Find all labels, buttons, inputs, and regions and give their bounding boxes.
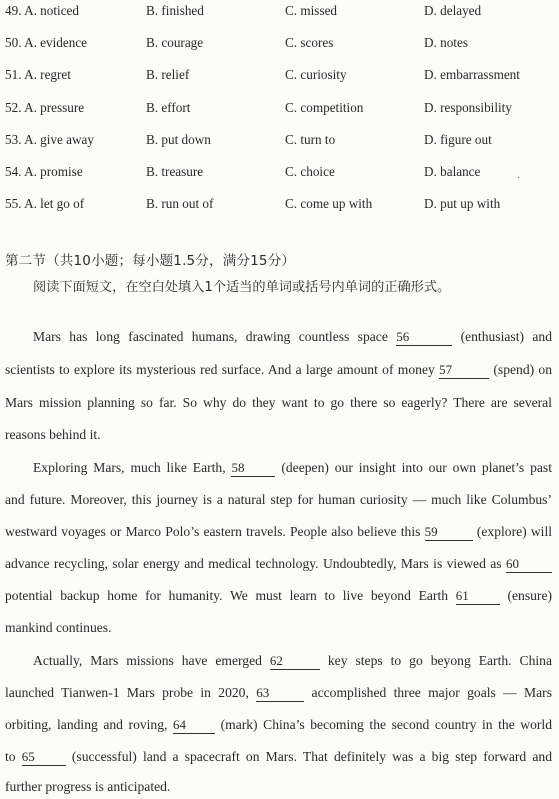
option-c: C. competition bbox=[285, 100, 364, 115]
option-row-51 bbox=[0, 67, 559, 87]
passage-line: scientists to explore its mysterious red surface. And a large amount of money 57 (spend) on bbox=[5, 362, 553, 377]
option-b: B. put down bbox=[146, 132, 211, 147]
option-b: B. effort bbox=[146, 100, 191, 115]
option-b: B. courage bbox=[146, 35, 204, 50]
blank-56[interactable]: 56 bbox=[396, 329, 452, 346]
option-b: B. run out of bbox=[146, 196, 214, 211]
section-instruction: 阅读下面短文，在空白处填入1个适当的单词或括号内单词的正确形式。 bbox=[33, 280, 451, 295]
option-d: D. responsibility bbox=[424, 100, 512, 115]
option-a: A. regret bbox=[24, 67, 71, 82]
option-a: A. evidence bbox=[24, 35, 88, 50]
passage-line: westward voyages or Marco Polo’s eastern travels. People also believe this 59 (explore) will bbox=[5, 524, 553, 539]
option-c: C. turn to bbox=[285, 132, 336, 147]
option-row-50 bbox=[0, 35, 559, 55]
option-b: B. finished bbox=[146, 3, 204, 18]
option-b: B. treasure bbox=[146, 164, 204, 179]
option-a: A. let go of bbox=[24, 196, 85, 211]
option-row-54 bbox=[0, 164, 559, 184]
option-d: D. balance bbox=[424, 164, 481, 179]
passage-line: orbiting, landing and roving, 64 (mark) China’s becoming the second country in the world bbox=[5, 717, 553, 732]
option-d: D. figure out bbox=[424, 132, 492, 147]
blank-57[interactable]: 57 bbox=[439, 362, 489, 379]
question-number: 55. bbox=[5, 196, 22, 211]
option-row-49 bbox=[0, 3, 559, 23]
option-row-55 bbox=[0, 196, 559, 216]
passage-line: Exploring Mars, much like Earth, 58 (deepen) our insight into our own planet’s past bbox=[33, 460, 552, 475]
question-number: 53. bbox=[5, 132, 22, 147]
passage-line: advance recycling, solar energy and medical technology. Undoubtedly, Mars is viewed as 60 bbox=[5, 553, 552, 575]
blank-61[interactable]: 61 bbox=[456, 588, 500, 605]
option-c: C. curiosity bbox=[285, 67, 347, 82]
blank-60[interactable]: 60 bbox=[506, 556, 552, 573]
question-number: 51. bbox=[5, 67, 22, 82]
passage-line: mankind continues. bbox=[5, 620, 112, 635]
option-a: A. promise bbox=[24, 164, 83, 179]
blank-62[interactable]: 62 bbox=[270, 653, 320, 670]
option-c: C. choice bbox=[285, 164, 335, 179]
question-number: 52. bbox=[5, 100, 22, 115]
option-d: D. delayed bbox=[424, 3, 482, 18]
option-c: C. missed bbox=[285, 3, 338, 18]
blank-59[interactable]: 59 bbox=[425, 524, 473, 541]
passage-line: and future. Moreover, this journey is a natural step for human curiosity — much like Columbus’ bbox=[5, 492, 552, 507]
option-a: A. noticed bbox=[24, 3, 79, 18]
passage-line: Actually, Mars missions have emerged 62 key steps to go beyong Earth. China bbox=[33, 653, 552, 668]
passage-line: to 65 (successful) land a spacecraft on Mars. That definitely was a big step forward and bbox=[5, 749, 553, 764]
passage-line: reasons behind it. bbox=[5, 427, 101, 442]
stray-dot: · bbox=[517, 173, 521, 184]
option-d: D. put up with bbox=[424, 196, 501, 211]
passage-line: launched Tianwen-1 Mars probe in 2020, 63 accomplished three major goals — Mars bbox=[5, 685, 552, 700]
passage-line: Mars mission planning so far. So why do they want to go there so eagerly? There are several bbox=[5, 395, 552, 410]
option-a: A. pressure bbox=[24, 100, 85, 115]
passage-line: Mars has long fascinated humans, drawing countless space 56 (enthusiast) and bbox=[33, 329, 552, 344]
option-row-52 bbox=[0, 100, 559, 120]
question-number: 50. bbox=[5, 35, 22, 50]
blank-63[interactable]: 63 bbox=[256, 685, 304, 702]
option-c: C. scores bbox=[285, 35, 334, 50]
option-row-53 bbox=[0, 132, 559, 152]
blank-64[interactable]: 64 bbox=[173, 717, 215, 734]
question-number: 49. bbox=[5, 3, 22, 18]
option-d: D. notes bbox=[424, 35, 468, 50]
passage-line: potential backup home for humanity. We must learn to live beyond Earth 61 (ensure) bbox=[5, 588, 553, 603]
blank-65[interactable]: 65 bbox=[22, 749, 66, 766]
section-title: 第二节（共10小题；每小题1.5分，满分15分） bbox=[5, 253, 296, 269]
blank-58[interactable]: 58 bbox=[231, 460, 275, 477]
option-c: C. come up with bbox=[285, 196, 373, 211]
passage-line: further progress is anticipated. bbox=[5, 779, 171, 794]
question-number: 54. bbox=[5, 164, 22, 179]
option-d: D. embarrassment bbox=[424, 67, 520, 82]
option-b: B. relief bbox=[146, 67, 190, 82]
option-a: A. give away bbox=[24, 132, 95, 147]
